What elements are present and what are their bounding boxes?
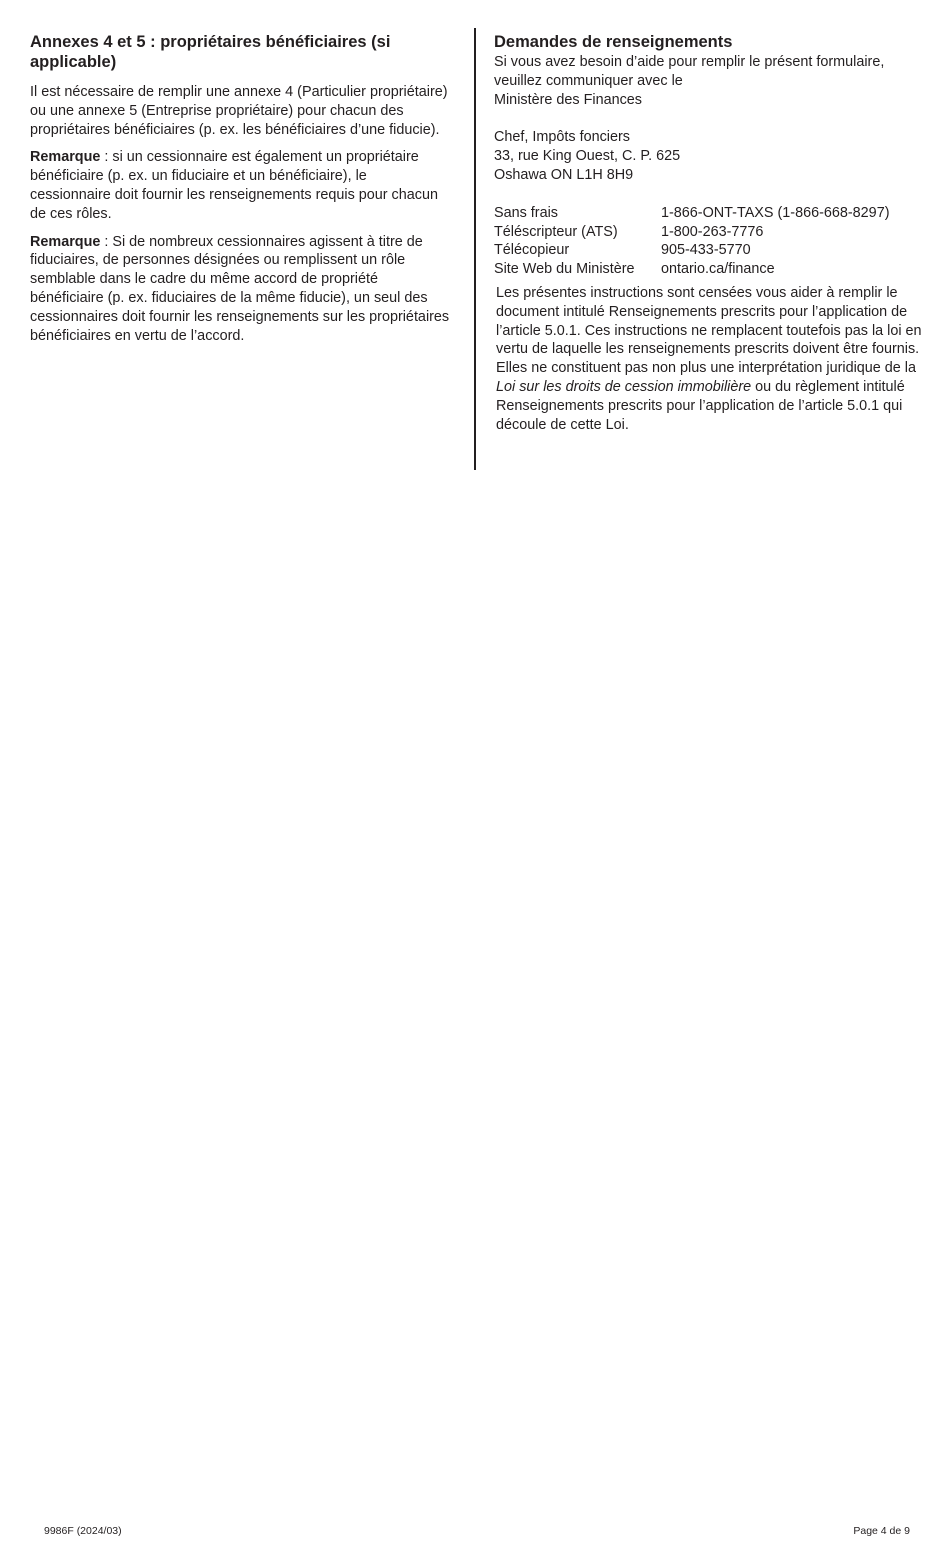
mailing-address xyxy=(494,128,924,184)
contact-value: 905-433-5770 xyxy=(661,242,751,259)
act-title: Loi sur les droits de cession immobilière xyxy=(496,378,752,395)
contact-table xyxy=(494,204,890,279)
note-paragraph-1 xyxy=(30,148,450,223)
schedules-heading: Annexes 4 et 5 : propriétaires bénéficiaires (si applicable) xyxy=(30,33,391,71)
column-divider xyxy=(474,28,476,470)
note-text: : si un cessionnaire est également un propriétaire bénéficiaire (p. ex. un fiduciaire et un bénéficiaire), le cessionnaire doit fournir les renseignements requis pour chacun de ces rôles. xyxy=(30,149,438,222)
contact-label: Site Web du Ministère xyxy=(494,261,635,278)
left-column xyxy=(30,32,450,354)
disclaimer-text: ou du règlement intitulé Renseignements prescrits pour l’application de l’article 5.0.1 qui découle de cette Loi. xyxy=(496,378,905,433)
intro-line: veuillez communiquer avec le xyxy=(494,72,683,89)
inquiries-intro xyxy=(494,53,924,109)
ministry-name: Ministère des Finances xyxy=(494,91,642,108)
page-number: Page 4 de 9 xyxy=(853,1525,910,1537)
note-label: Remarque xyxy=(30,149,101,166)
contact-value: 1-866-ONT-TAXS (1-866-668-8297) xyxy=(661,204,890,221)
intro-line: Si vous avez besoin d’aide pour remplir le présent formulaire, xyxy=(494,54,885,70)
contact-value: 1-800-263-7776 xyxy=(661,223,764,240)
contact-label: Sans frais xyxy=(494,204,558,221)
note-paragraph-2 xyxy=(30,233,450,346)
note-label: Remarque xyxy=(30,233,101,250)
schedules-paragraph: Il est nécessaire de remplir une annexe 4 (Particulier propriétaire) ou une annexe 5 (Entreprise propriétaire) pour chacun des propriétaires bénéficiaires (p. ex. les bénéficiaires d’une fiducie). xyxy=(30,84,448,138)
contact-row xyxy=(494,223,890,242)
contact-row xyxy=(494,241,890,260)
form-number: 9986F (2024/03) xyxy=(44,1525,122,1537)
address-line: Chef, Impôts fonciers xyxy=(494,129,630,146)
address-line: Oshawa ON L1H 8H9 xyxy=(494,166,634,183)
right-column xyxy=(494,32,924,434)
address-line: 33, rue King Ouest, C. P. 625 xyxy=(494,148,681,165)
note-text: : Si de nombreux cessionnaires agissent à titre de fiduciaires, de personnes désignées ou remplissent un rôle semblable dans le cadre du même accord de propriété bénéficiaire (p. ex. fiduciaires de la même fiducie), un seul des cessionnaires doit fournir les renseignements sur les propriétaires bénéficiaires en vertu de l’accord. xyxy=(30,233,450,344)
contact-label: Télécopieur xyxy=(494,242,570,259)
contact-row xyxy=(494,204,890,223)
inquiries-heading: Demandes de renseignements xyxy=(494,33,733,51)
disclaimer-text: Les présentes instructions sont censées vous aider à remplir le document intitulé Renseignements prescrits pour l’application de l’article 5.0.1. Ces instructions ne remplacent toutefois pas la loi en vertu de laquelle les renseignements prescrits doivent être fournis. Elles ne constituent pas non plus une interprétation juridique de la xyxy=(496,284,922,377)
website-value: ontario.ca/finance xyxy=(661,261,775,278)
contact-row xyxy=(494,260,890,279)
contact-label: Téléscripteur (ATS) xyxy=(494,223,618,240)
disclaimer-paragraph xyxy=(496,284,924,434)
